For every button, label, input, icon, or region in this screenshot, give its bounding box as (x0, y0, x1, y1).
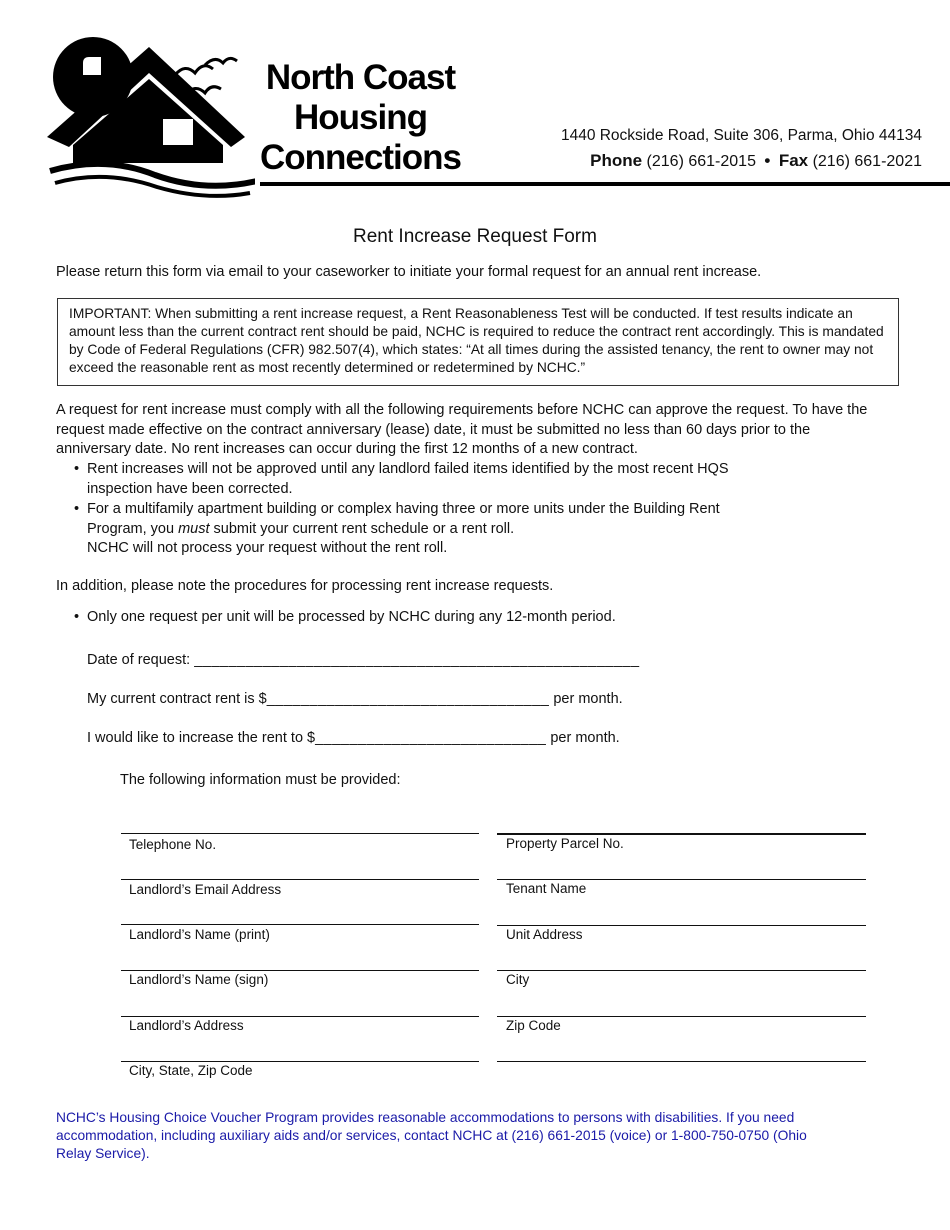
field-line (497, 879, 866, 880)
org-name-line-3: Connections (260, 138, 461, 177)
property-parcel-field-label[interactable]: Property Parcel No. (506, 836, 624, 851)
landlord-address-field-label[interactable]: Landlord’s Address (129, 1018, 244, 1033)
phone-fax-line (561, 151, 922, 171)
per-month-label-2: per month. (546, 730, 620, 746)
bullet-rent-roll-must: must (178, 520, 210, 537)
separator-dot: • (764, 151, 771, 170)
fax-number: (216) 661-2021 (812, 153, 922, 170)
phone-number: (216) 661-2015 (646, 153, 756, 170)
landlord-name-sign-field-label[interactable]: Landlord’s Name (sign) (129, 972, 269, 987)
field-line (121, 1061, 479, 1062)
bullet-rent-roll-c: NCHC will not process your request without the rent roll. (87, 540, 448, 556)
field-line (497, 970, 866, 971)
field-line (121, 924, 479, 925)
field-line-top-left (121, 833, 479, 834)
current-rent-field[interactable] (87, 691, 623, 707)
date-line[interactable]: ____________________________________________________ (194, 652, 640, 668)
house-logo-icon (45, 35, 255, 203)
requirements-list (56, 460, 756, 559)
contact-block (561, 127, 922, 171)
bullet-rent-roll-b: submit your current rent schedule or a rent roll. (209, 520, 515, 537)
city-field-label[interactable]: City (506, 972, 530, 987)
current-rent-line[interactable]: _________________________________ (266, 691, 550, 707)
current-rent-label: My current contract rent is $ (87, 691, 267, 707)
intro-text: Please return this form via email to your caseworker to initiate your formal request for an annual rent increase. (56, 264, 762, 280)
bullet-hqs: • Rent increases will not be approved until any landlord failed items identified by the most recent HQS inspection have been corrected. (87, 460, 756, 499)
field-line (121, 970, 479, 971)
field-line-top-right (497, 833, 866, 835)
bullet-rent-roll (87, 500, 756, 559)
important-notice: IMPORTANT: When submitting a rent increase request, a Rent Reasonableness Test will be conducted. If test results indicate an amount less than the current contract rent should be paid, NCHC is required to reduce the contract rent accordingly. This is mandated by Code of Federal Regulations (CFR) 982.507(4), which states: “At all times during the assisted tenancy, the rent to owner may not exceed the reasonable rent as most recently determined or redetermined by NCHC.” (57, 298, 899, 386)
landlord-email-field-label[interactable]: Landlord’s Email Address (129, 882, 282, 897)
date-label: Date of request: (87, 652, 195, 668)
field-line (121, 879, 479, 880)
zip-code-field-label[interactable]: Zip Code (506, 1018, 561, 1033)
address: 1440 Rockside Road, Suite 306, Parma, Ohio 44134 (560, 127, 922, 144)
org-name-line-1: North Coast (265, 58, 456, 97)
unit-address-field-label[interactable]: Unit Address (506, 927, 583, 942)
landlord-name-print-field-label[interactable]: Landlord’s Name (print) (129, 927, 270, 942)
field-line (121, 1016, 479, 1017)
per-month-label-1: per month. (549, 691, 623, 707)
date-of-request-field[interactable] (87, 652, 640, 668)
bullet-rent-roll-a: For a multifamily apartment building or complex having three or more units under the Building Rent Program, you (87, 501, 720, 537)
org-name-line-2: Housing (294, 98, 427, 137)
increase-rent-field[interactable] (87, 730, 620, 746)
phone-label: Phone (590, 151, 643, 170)
info-required-label: The following information must be provided: (120, 772, 401, 788)
accommodation-notice: NCHC’s Housing Choice Voucher Program provides reasonable accommodations to persons with disabilities. If you need accommodation, including auxiliary aids and/or services, contact NCHC at (216) 661-2015 (voice) or 1-800-750-0750 (Ohio Relay Service). (56, 1110, 807, 1161)
tenant-name-field-label[interactable]: Tenant Name (506, 881, 587, 896)
requirements-intro: A request for rent increase must comply with all the following requirements before NCHC can approve the request. To have the request made effective on the contract anniversary (lease) date, it must be submitted no less than 60 days prior to the anniversary date. No rent increases can occur during the first 12 months of a new contract. (56, 402, 868, 457)
field-line (497, 925, 866, 926)
procedure-list (56, 608, 856, 628)
form-title: Rent Increase Request Form (353, 226, 597, 247)
field-line (497, 1016, 866, 1017)
increase-rent-line[interactable]: ___________________________ (315, 730, 547, 746)
field-line (497, 1061, 866, 1062)
fax-label: Fax (778, 151, 809, 170)
org-name (258, 58, 463, 178)
telephone-field-label[interactable]: Telephone No. (129, 837, 217, 852)
increase-rent-label: I would like to increase the rent to $ (87, 730, 316, 746)
header-rule (260, 182, 950, 186)
bullet-one-request: • Only one request per unit will be processed by NCHC during any 12-month period. (87, 608, 856, 628)
city-state-zip-field-label[interactable]: City, State, Zip Code (129, 1063, 253, 1078)
addition-text: In addition, please note the procedures for processing rent increase requests. (56, 578, 554, 594)
